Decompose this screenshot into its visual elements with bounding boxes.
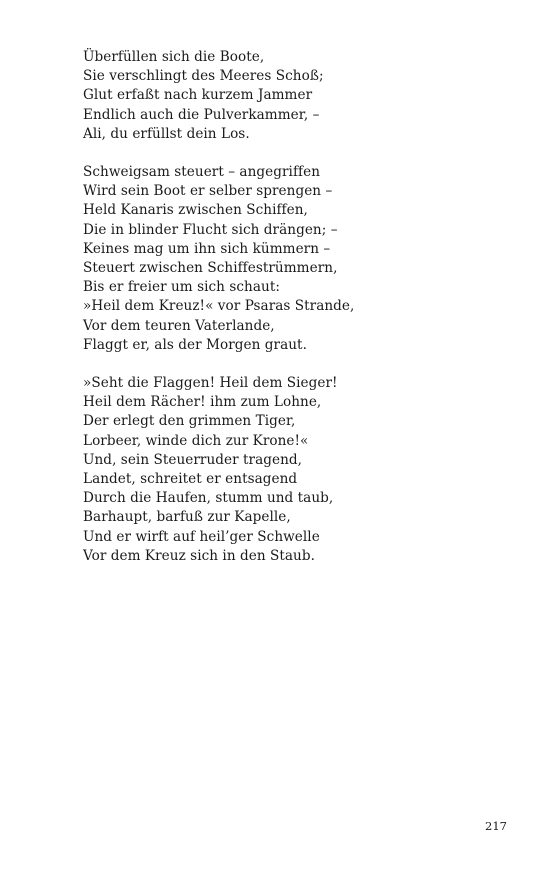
poem-line: Endlich auch die Pulverkammer, – — [83, 106, 320, 123]
poem-line: Durch die Haufen, stumm und taub, — [83, 490, 334, 507]
poem-line: Überfüllen sich die Boote, — [83, 49, 265, 65]
poem-line: Bis er freier um sich schaut: — [83, 279, 280, 296]
poem-line: »Seht die Flaggen! Heil dem Sieger! — [83, 375, 338, 392]
poem-line: Barhaupt, barfuß zur Kapelle, — [83, 509, 291, 526]
poem-line: Der erlegt den grimmen Tiger, — [83, 413, 296, 430]
poem-line: Die in blinder Flucht sich drängen; – — [83, 221, 338, 238]
poem-line: Lorbeer, winde dich zur Krone!« — [83, 432, 309, 449]
stanza-1 — [83, 48, 503, 144]
poem-line: Ali, du erfüllst dein Los. — [83, 125, 250, 142]
poem-line: Vor dem Kreuz sich in den Staub. — [83, 547, 315, 564]
poem-line: Keines mag um ihn sich kümmern – — [83, 240, 331, 257]
stanza-2 — [83, 163, 503, 355]
poem-line: Held Kanaris zwischen Schiffen, — [83, 202, 308, 219]
poem-line: Heil dem Rächer! ihm zum Lohne, — [83, 394, 322, 411]
poem-line: Wird sein Boot er selber sprengen – — [83, 183, 333, 200]
poem-line: Schweigsam steuert – angegriffen — [83, 164, 321, 181]
poem-line: »Heil dem Kreuz!« vor Psaras Strande, — [83, 298, 355, 315]
page-number: 217 — [485, 819, 507, 833]
poem-line: Flaggt er, als der Morgen graut. — [83, 336, 307, 353]
poem-text — [83, 48, 503, 585]
poem-line: Sie verschlingt des Meeres Schoß; — [83, 68, 324, 85]
poem-line: Und er wirft auf heil’ger Schwelle — [83, 528, 320, 545]
stanza-3 — [83, 374, 503, 566]
poem-line: Landet, schreitet er entsagend — [83, 471, 298, 488]
poem-line: Steuert zwischen Schiffestrümmern, — [83, 260, 338, 277]
poem-line: Und, sein Steuerruder tragend, — [83, 451, 303, 468]
poem-line: Glut erfaßt nach kurzem Jammer — [83, 87, 313, 104]
poem-line: Vor dem teuren Vaterlande, — [83, 317, 275, 334]
